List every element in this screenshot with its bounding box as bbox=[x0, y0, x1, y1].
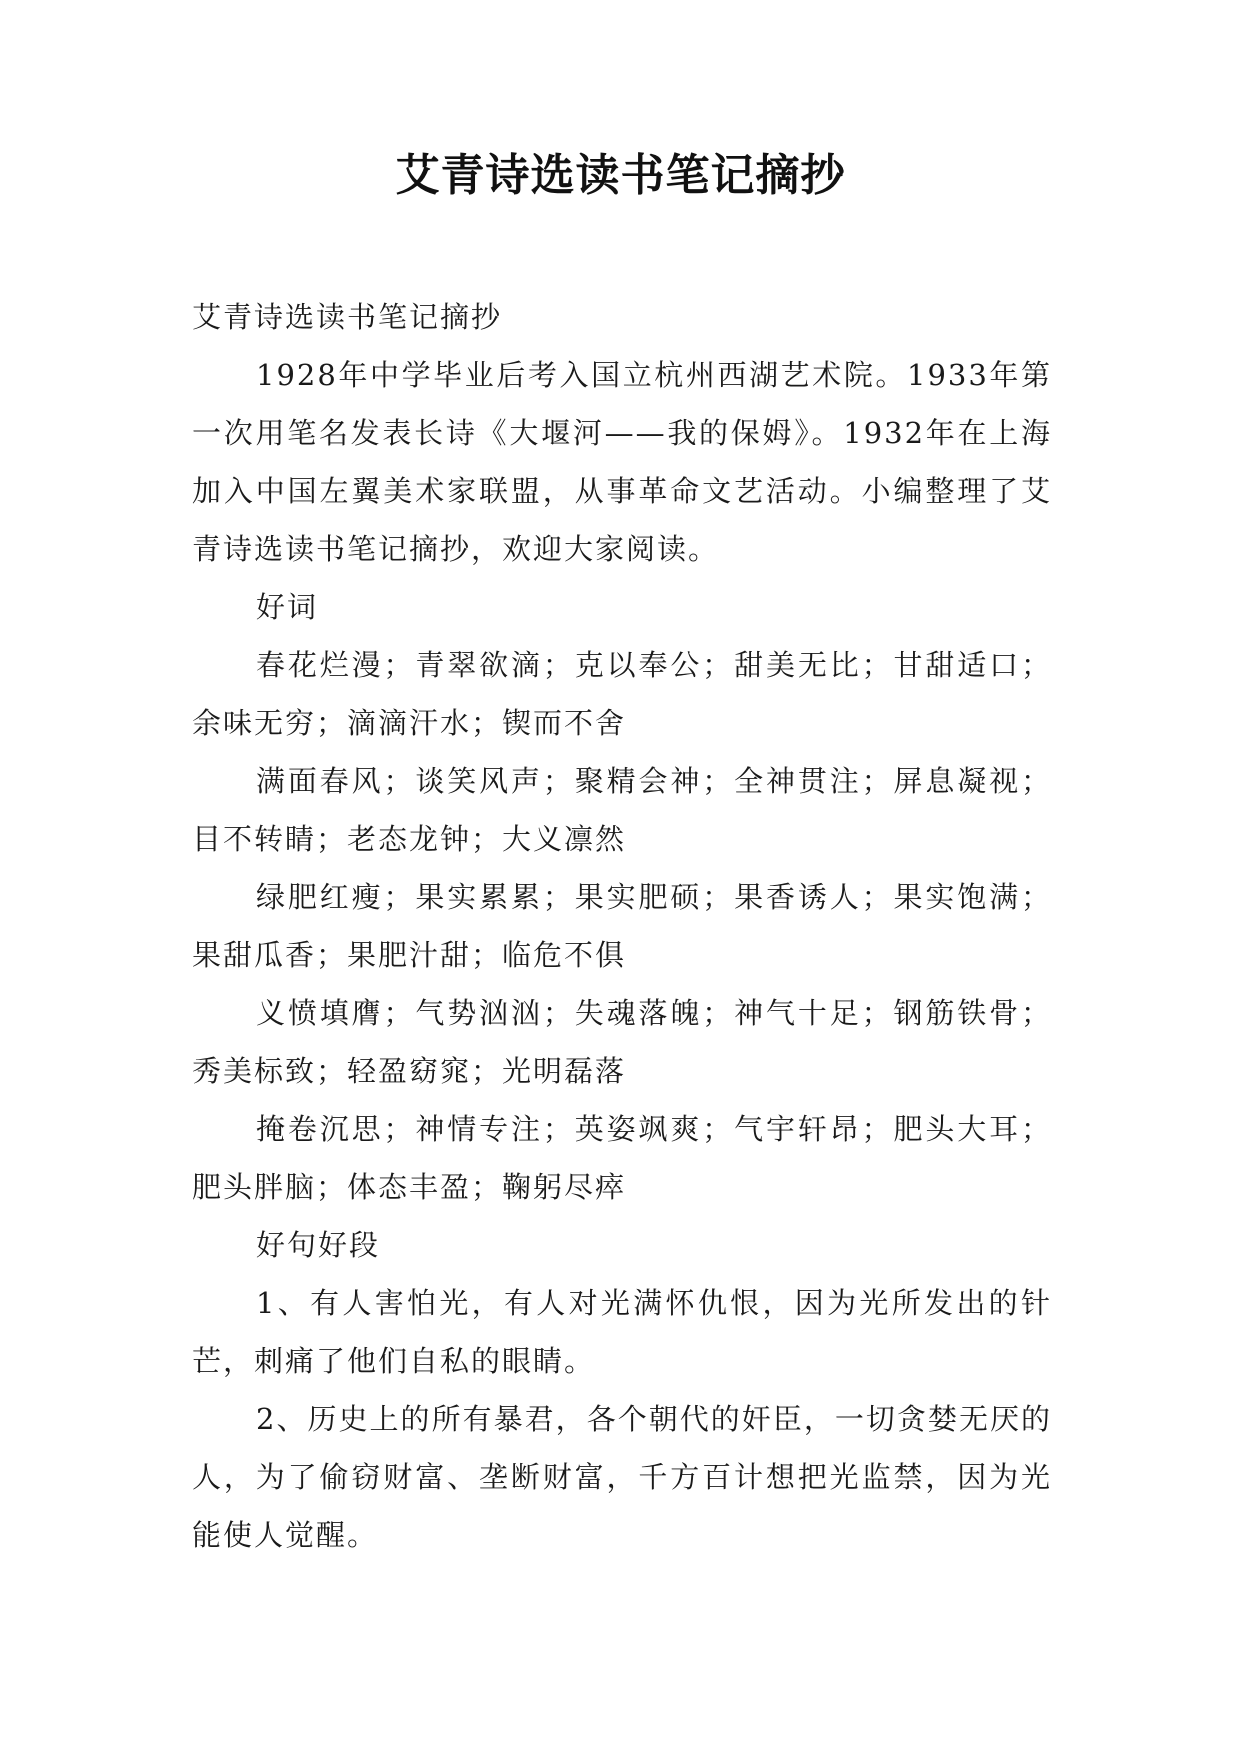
word-list-paragraph: 满面春风；谈笑风声；聚精会神；全神贯注；屏息凝视；目不转睛；老态龙钟；大义凛然 bbox=[192, 764, 1052, 856]
document-body bbox=[192, 288, 1052, 1564]
sentence-paragraph: 1、有人害怕光，有人对光满怀仇恨，因为光所发出的针芒，刺痛了他们自私的眼睛。 bbox=[192, 1286, 1052, 1378]
word-list-paragraph: 春花烂漫；青翠欲滴；克以奉公；甜美无比；甘甜适口；余味无穷；滴滴汗水；锲而不舍 bbox=[192, 648, 1052, 740]
sentence-paragraph: 2、历史上的所有暴君，各个朝代的奸臣，一切贪婪无厌的人，为了偷窃财富、垄断财富，千方百计想把光监禁，因为光能使人觉醒。 bbox=[192, 1402, 1052, 1552]
paragraph-intro: 1928年中学毕业后考入国立杭州西湖艺术院。1933年第一次用笔名发表长诗《大堰河——我的保姆》。1932年在上海加入中国左翼美术家联盟，从事革命文艺活动。小编整理了艾青诗选读书笔记摘抄，欢迎大家阅读。 bbox=[192, 358, 1052, 566]
word-list-paragraph: 掩卷沉思；神情专注；英姿飒爽；气宇轩昂；肥头大耳；肥头胖脑；体态丰盈；鞠躬尽瘁 bbox=[192, 1112, 1052, 1204]
word-list-paragraph: 绿肥红瘦；果实累累；果实肥硕；果香诱人；果实饱满；果甜瓜香；果肥汁甜；临危不俱 bbox=[192, 880, 1052, 972]
section-heading-good-sentences: 好句好段 bbox=[256, 1228, 381, 1262]
document-title: 艾青诗选读书笔记摘抄 bbox=[395, 150, 846, 201]
section-heading-good-words: 好词 bbox=[256, 590, 319, 624]
word-list-paragraph: 义愤填膺；气势汹汹；失魂落魄；神气十足；钢筋铁骨；秀美标致；轻盈窈窕；光明磊落 bbox=[192, 996, 1052, 1088]
paragraph-heading: 艾青诗选读书笔记摘抄 bbox=[192, 300, 503, 334]
